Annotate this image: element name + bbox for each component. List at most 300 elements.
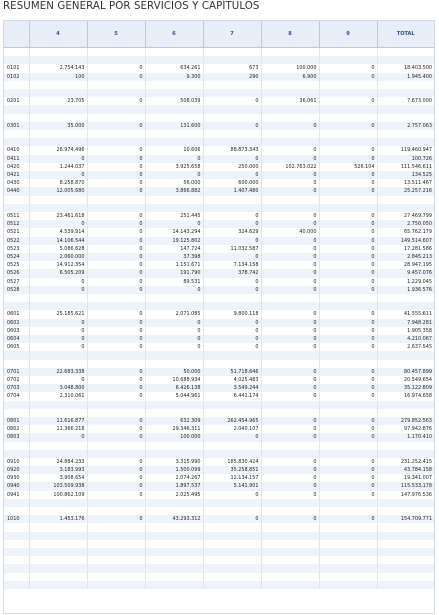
value-cell: 0 xyxy=(261,171,319,179)
value-cell: 0 xyxy=(203,286,261,294)
value-cell: 56.000 xyxy=(145,179,203,187)
spacer-cell xyxy=(4,294,29,302)
spacer-cell xyxy=(29,523,87,531)
spacer-cell xyxy=(4,204,29,212)
spacer-cell xyxy=(261,540,319,548)
value-cell: 23.705 xyxy=(29,97,87,105)
spacer-cell xyxy=(203,114,261,122)
total-cell: 1.905.358 xyxy=(377,327,434,335)
value-cell: 0 xyxy=(261,491,319,499)
spacer-cell xyxy=(145,56,203,64)
spacer-cell xyxy=(319,130,377,138)
service-code-cell: 0526 xyxy=(4,269,29,277)
value-cell: 100.000 xyxy=(261,64,319,72)
value-cell: 0 xyxy=(87,417,145,425)
value-cell: 1.897.537 xyxy=(145,482,203,490)
spacer-row xyxy=(4,56,434,64)
total-cell: 279.852.563 xyxy=(377,417,434,425)
spacer-cell xyxy=(203,105,261,113)
value-cell: 131.600 xyxy=(145,122,203,130)
table-row xyxy=(4,220,434,228)
spacer-cell xyxy=(261,499,319,507)
total-cell: 28.947.195 xyxy=(377,261,434,269)
value-cell: 0 xyxy=(145,220,203,228)
table-row xyxy=(4,64,434,72)
total-cell: 2.757.063 xyxy=(377,122,434,130)
value-cell: 0 xyxy=(261,261,319,269)
spacer-cell xyxy=(319,523,377,531)
value-cell: 0 xyxy=(29,155,87,163)
spacer-cell xyxy=(377,114,434,122)
value-cell: 0 xyxy=(319,212,377,220)
table-row xyxy=(4,417,434,425)
spacer-cell xyxy=(319,409,377,417)
spacer-cell xyxy=(145,409,203,417)
spacer-cell xyxy=(261,360,319,368)
value-cell: 1.407.480 xyxy=(203,187,261,195)
spacer-cell xyxy=(145,302,203,310)
spacer-cell xyxy=(29,351,87,359)
total-cell: 1.170.410 xyxy=(377,433,434,441)
spacer-cell xyxy=(145,556,203,564)
table-row xyxy=(4,179,434,187)
spacer-cell xyxy=(145,450,203,458)
spacer-cell xyxy=(145,114,203,122)
table-row xyxy=(4,278,434,286)
value-cell: 0 xyxy=(261,237,319,245)
spacer-row xyxy=(4,138,434,146)
spacer-cell xyxy=(377,105,434,113)
table-row xyxy=(4,466,434,474)
table-row xyxy=(4,261,434,269)
spacer-cell xyxy=(319,48,377,57)
value-cell: 251.445 xyxy=(145,212,203,220)
spacer-cell xyxy=(377,196,434,204)
value-cell: 0 xyxy=(319,417,377,425)
spacer-cell xyxy=(377,48,434,57)
spacer-cell xyxy=(87,450,145,458)
spacer-cell xyxy=(203,81,261,89)
value-cell: 24.884.233 xyxy=(29,458,87,466)
spacer-cell xyxy=(87,499,145,507)
value-cell: 0 xyxy=(319,474,377,482)
spacer-cell xyxy=(203,548,261,556)
spacer-cell xyxy=(29,294,87,302)
table-row xyxy=(4,122,434,130)
value-cell: 50.000 xyxy=(145,368,203,376)
spacer-cell xyxy=(145,499,203,507)
value-cell: 0 xyxy=(319,458,377,466)
summary-table xyxy=(4,21,434,589)
value-cell: 0 xyxy=(87,155,145,163)
spacer-cell xyxy=(87,409,145,417)
spacer-row xyxy=(4,81,434,89)
service-code-cell: 0930 xyxy=(7,475,20,482)
spacer-cell xyxy=(319,581,377,589)
value-cell: 0 xyxy=(145,327,203,335)
spacer-row xyxy=(4,499,434,507)
spacer-cell xyxy=(4,523,29,531)
value-cell: 0 xyxy=(319,253,377,261)
value-cell: 0 xyxy=(261,376,319,384)
spacer-cell xyxy=(145,48,203,57)
value-cell: 103.509.938 xyxy=(29,482,87,490)
spacer-cell xyxy=(29,302,87,310)
spacer-cell xyxy=(29,548,87,556)
service-code-cell: 0301 xyxy=(4,122,29,130)
total-cell: 134.525 xyxy=(377,171,434,179)
spacer-cell xyxy=(29,401,87,409)
table-row xyxy=(4,474,434,482)
service-code-cell: 0440 xyxy=(4,187,29,195)
spacer-cell xyxy=(377,401,434,409)
value-cell: 23.461.618 xyxy=(29,212,87,220)
value-cell: 0 xyxy=(145,335,203,343)
value-cell: 51.718.646 xyxy=(203,368,261,376)
table-row xyxy=(4,343,434,351)
total-cell: 13.511.467 xyxy=(377,179,434,187)
total-cell: 16.974.658 xyxy=(377,392,434,400)
total-cell: 27.469.799 xyxy=(377,212,434,220)
spacer-cell xyxy=(203,409,261,417)
service-code-cell: 0940 xyxy=(4,482,29,490)
total-cell: 119.460.947 xyxy=(377,146,434,154)
total-cell: 43.784.158 xyxy=(377,466,434,474)
table-row xyxy=(4,458,434,466)
spacer-cell xyxy=(87,532,145,540)
spacer-cell xyxy=(87,105,145,113)
spacer-cell xyxy=(261,294,319,302)
value-cell: 9.300 xyxy=(145,73,203,81)
value-cell: 0 xyxy=(203,220,261,228)
spacer-cell xyxy=(377,130,434,138)
spacer-cell xyxy=(203,499,261,507)
spacer-cell xyxy=(377,581,434,589)
spacer-cell xyxy=(145,89,203,97)
value-cell: 0 xyxy=(203,122,261,130)
spacer-row xyxy=(4,105,434,113)
spacer-cell xyxy=(145,532,203,540)
value-cell: 5.044.961 xyxy=(145,392,203,400)
service-code-cell: 0511 xyxy=(7,212,20,219)
total-cell: 18.403.500 xyxy=(377,64,434,72)
value-cell: 0 xyxy=(319,237,377,245)
spacer-cell xyxy=(4,450,29,458)
value-cell: 0 xyxy=(29,433,87,441)
value-cell: 0 xyxy=(87,146,145,154)
value-cell: 0 xyxy=(319,392,377,400)
service-code-cell: 0920 xyxy=(4,466,29,474)
service-code-cell: 0521 xyxy=(7,229,20,236)
value-cell: 88.873.343 xyxy=(203,146,261,154)
value-cell: 0 xyxy=(261,425,319,433)
value-cell: 3.315.990 xyxy=(145,458,203,466)
service-code-cell: 0102 xyxy=(4,73,29,81)
value-cell: 0 xyxy=(203,171,261,179)
value-cell: 2.074.267 xyxy=(145,474,203,482)
value-cell: 0 xyxy=(261,187,319,195)
spacer-cell xyxy=(29,204,87,212)
table-row xyxy=(4,97,434,105)
value-cell: 0 xyxy=(319,482,377,490)
spacer-cell xyxy=(29,532,87,540)
value-cell: 12.134.157 xyxy=(203,474,261,482)
value-cell: 2.310.061 xyxy=(29,392,87,400)
table-row xyxy=(4,228,434,236)
value-cell: 8.258.870 xyxy=(29,179,87,187)
spacer-cell xyxy=(145,138,203,146)
value-cell: 0 xyxy=(261,482,319,490)
value-cell: 0 xyxy=(87,384,145,392)
value-cell: 1.244.037 xyxy=(29,163,87,171)
value-cell: 0 xyxy=(261,220,319,228)
value-cell: 0 xyxy=(261,392,319,400)
spacer-cell xyxy=(29,81,87,89)
spacer-cell xyxy=(203,573,261,581)
spacer-cell xyxy=(203,48,261,57)
total-cell: 80.457.899 xyxy=(377,368,434,376)
spacer-row xyxy=(4,351,434,359)
spacer-cell xyxy=(87,130,145,138)
value-cell: 1.500.099 xyxy=(145,466,203,474)
value-cell: 0 xyxy=(319,327,377,335)
spacer-cell xyxy=(203,523,261,531)
value-cell: 0 xyxy=(87,335,145,343)
value-cell: 0 xyxy=(319,515,377,523)
spacer-cell xyxy=(87,351,145,359)
table-row xyxy=(4,269,434,277)
value-cell: 0 xyxy=(203,97,261,105)
spacer-cell xyxy=(377,499,434,507)
service-code-cell: 0522 xyxy=(4,237,29,245)
value-cell: 0 xyxy=(87,97,145,105)
spacer-cell xyxy=(377,81,434,89)
value-cell: 0 xyxy=(145,171,203,179)
spacer-cell xyxy=(261,450,319,458)
value-cell: 10.606 xyxy=(145,146,203,154)
spacer-cell xyxy=(4,360,29,368)
value-cell: 0 xyxy=(203,343,261,351)
spacer-cell xyxy=(319,564,377,572)
value-cell: 4.025.483 xyxy=(203,376,261,384)
spacer-cell xyxy=(145,130,203,138)
spacer-cell xyxy=(87,81,145,89)
table-row xyxy=(4,237,434,245)
value-cell: 0 xyxy=(29,335,87,343)
service-code-cell: 0703 xyxy=(4,384,29,392)
spacer-cell xyxy=(261,81,319,89)
spacer-cell xyxy=(87,138,145,146)
total-cell: 25.257.216 xyxy=(377,187,434,195)
value-cell: 0 xyxy=(261,466,319,474)
spacer-cell xyxy=(87,360,145,368)
spacer-cell xyxy=(87,573,145,581)
spacer-cell xyxy=(261,564,319,572)
total-cell: 147.976.536 xyxy=(377,491,434,499)
table-row xyxy=(4,433,434,441)
spacer-cell xyxy=(377,409,434,417)
value-cell: 0 xyxy=(87,278,145,286)
spacer-cell xyxy=(377,450,434,458)
spacer-cell xyxy=(29,442,87,450)
spacer-cell xyxy=(4,499,29,507)
total-cell: 97.942.876 xyxy=(377,425,434,433)
spacer-cell xyxy=(203,507,261,515)
spacer-cell xyxy=(4,442,29,450)
spacer-cell xyxy=(87,89,145,97)
value-cell: 6.426.138 xyxy=(145,384,203,392)
value-cell: 0 xyxy=(87,171,145,179)
value-cell: 0 xyxy=(203,327,261,335)
spacer-cell xyxy=(261,401,319,409)
spacer-cell xyxy=(145,573,203,581)
value-cell: 0 xyxy=(29,327,87,335)
total-cell: 35.122.809 xyxy=(377,384,434,392)
spacer-cell xyxy=(4,556,29,564)
table-row xyxy=(4,253,434,261)
value-cell: 0 xyxy=(87,425,145,433)
value-cell: 3.908.654 xyxy=(29,474,87,482)
value-cell: 43.293.312 xyxy=(145,515,203,523)
value-cell: 0 xyxy=(29,376,87,384)
value-cell: 0 xyxy=(261,278,319,286)
value-cell: 0 xyxy=(319,376,377,384)
value-cell: 0 xyxy=(87,228,145,236)
spacer-cell xyxy=(203,540,261,548)
value-cell: 0 xyxy=(319,220,377,228)
value-cell: 3.183.993 xyxy=(29,466,87,474)
value-cell: 0 xyxy=(261,286,319,294)
table-row xyxy=(4,491,434,499)
service-code-cell: 0802 xyxy=(7,426,20,433)
value-cell: 0 xyxy=(261,474,319,482)
value-cell: 0 xyxy=(87,433,145,441)
spacer-row xyxy=(4,130,434,138)
spacer-cell xyxy=(203,556,261,564)
spacer-cell xyxy=(145,360,203,368)
spacer-row xyxy=(4,507,434,515)
value-cell: 0 xyxy=(319,73,377,81)
value-cell: 0 xyxy=(87,491,145,499)
value-cell: 0 xyxy=(261,179,319,187)
service-code-cell: 0602 xyxy=(4,319,29,327)
header-cell-chapter-8: 8 xyxy=(261,21,319,48)
value-cell: 11.032.587 xyxy=(203,245,261,253)
spacer-cell xyxy=(261,302,319,310)
value-cell: 0 xyxy=(87,286,145,294)
spacer-cell xyxy=(377,138,434,146)
spacer-cell xyxy=(87,302,145,310)
spacer-row xyxy=(4,409,434,417)
value-cell: 0 xyxy=(203,433,261,441)
value-cell: 0 xyxy=(29,343,87,351)
value-cell: 0 xyxy=(261,343,319,351)
total-cell: 149.514.607 xyxy=(377,237,434,245)
spacer-cell xyxy=(4,564,29,572)
value-cell: 4.539.914 xyxy=(29,228,87,236)
spacer-row xyxy=(4,573,434,581)
spacer-cell xyxy=(261,532,319,540)
spacer-cell xyxy=(29,507,87,515)
table-row xyxy=(4,384,434,392)
summary-sheet xyxy=(3,20,435,614)
value-cell: 1.453.176 xyxy=(29,515,87,523)
service-code-cell: 0411 xyxy=(4,155,29,163)
table-row xyxy=(4,392,434,400)
spacer-cell xyxy=(203,196,261,204)
value-cell: 29.346.311 xyxy=(145,425,203,433)
value-cell: 185.830.424 xyxy=(203,458,261,466)
value-cell: 0 xyxy=(319,319,377,327)
service-code-cell: 0420 xyxy=(7,163,20,170)
spacer-cell xyxy=(261,204,319,212)
value-cell: 0 xyxy=(261,212,319,220)
spacer-cell xyxy=(319,302,377,310)
value-cell: 0 xyxy=(87,269,145,277)
spacer-row xyxy=(4,450,434,458)
spacer-cell xyxy=(87,204,145,212)
spacer-cell xyxy=(87,581,145,589)
spacer-cell xyxy=(261,351,319,359)
spacer-cell xyxy=(261,48,319,57)
service-code-cell: 0512 xyxy=(4,220,29,228)
value-cell: 6.505.209 xyxy=(29,269,87,277)
value-cell: 0 xyxy=(203,212,261,220)
spacer-cell xyxy=(261,130,319,138)
value-cell: 0 xyxy=(319,343,377,351)
spacer-cell xyxy=(203,138,261,146)
service-code-cell: 0702 xyxy=(7,376,20,383)
service-code-cell: 0430 xyxy=(7,180,20,187)
value-cell: 35.258.851 xyxy=(203,466,261,474)
spacer-row xyxy=(4,196,434,204)
spacer-row xyxy=(4,294,434,302)
service-code-cell: 0801 xyxy=(4,417,29,425)
spacer-cell xyxy=(377,442,434,450)
spacer-cell xyxy=(377,540,434,548)
value-cell: 2.754.143 xyxy=(29,64,87,72)
value-cell: 0 xyxy=(87,122,145,130)
spacer-row xyxy=(4,564,434,572)
table-row xyxy=(4,515,434,523)
spacer-cell xyxy=(29,581,87,589)
spacer-cell xyxy=(203,302,261,310)
spacer-cell xyxy=(203,450,261,458)
total-cell: 2.845.213 xyxy=(377,253,434,261)
spacer-row xyxy=(4,114,434,122)
service-code-cell: 0201 xyxy=(7,98,20,105)
table-row xyxy=(4,212,434,220)
value-cell: 40.000 xyxy=(261,228,319,236)
spacer-cell xyxy=(261,573,319,581)
value-cell: 0 xyxy=(87,187,145,195)
spacer-cell xyxy=(145,105,203,113)
spacer-row xyxy=(4,540,434,548)
value-cell: 0 xyxy=(29,220,87,228)
spacer-cell xyxy=(4,581,29,589)
service-code-cell: 1010 xyxy=(4,515,29,523)
value-cell: 2.025.495 xyxy=(145,491,203,499)
header-cell-chapter-TOTAL: TOTAL xyxy=(377,21,434,48)
spacer-cell xyxy=(4,351,29,359)
value-cell: 0 xyxy=(261,146,319,154)
spacer-cell xyxy=(29,130,87,138)
spacer-cell xyxy=(87,507,145,515)
spacer-cell xyxy=(29,105,87,113)
spacer-row xyxy=(4,548,434,556)
value-cell: 0 xyxy=(319,179,377,187)
spacer-cell xyxy=(319,360,377,368)
